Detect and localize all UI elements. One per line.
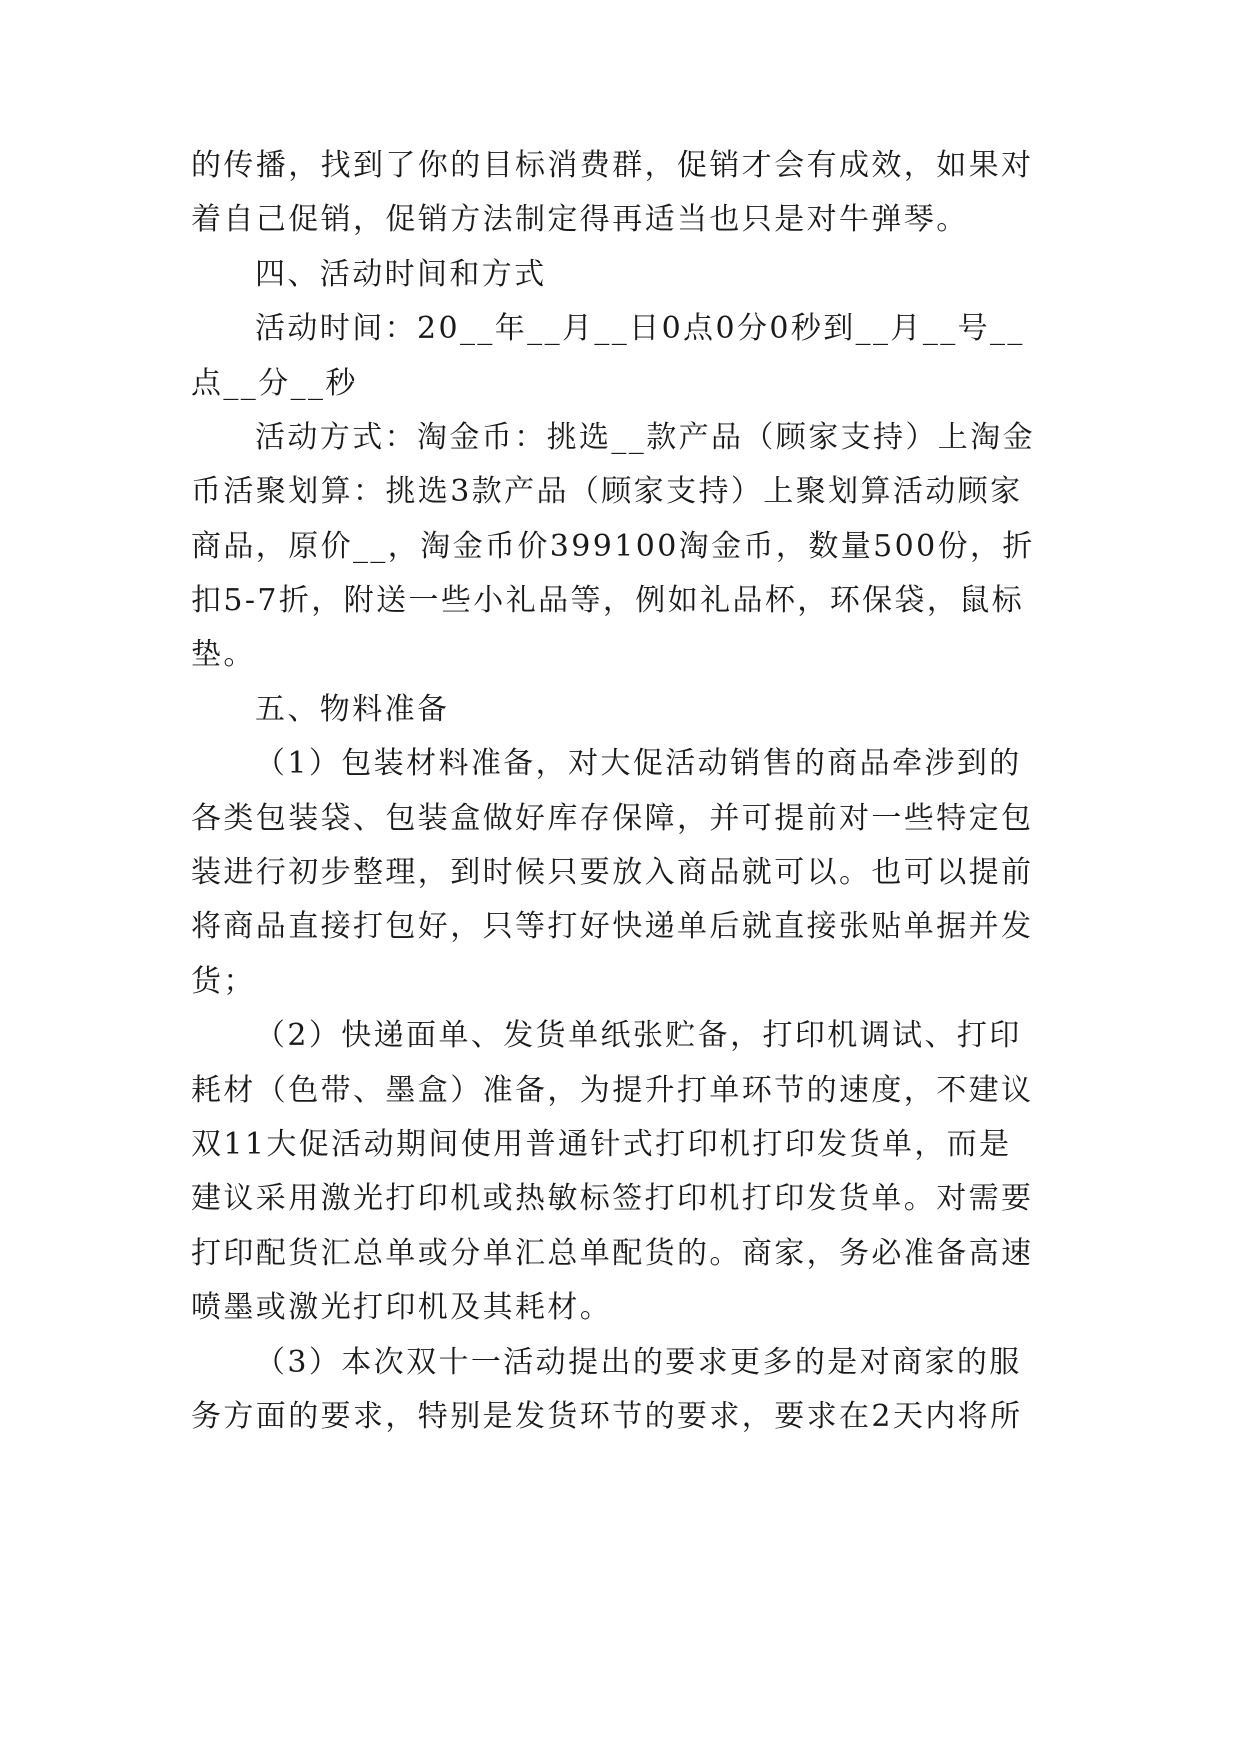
section-heading: 五、物料准备 [255,692,450,727]
text-line: 币活聚划算：挑选3款产品（顾家支持）上聚划算活动顾家 [191,474,1023,509]
text-line: 将商品直接打包好，只等打好快递单后就直接张贴单据并发 [191,909,1034,944]
text-line: 的传播，找到了你的目标消费群，促销才会有成效，如果对 [191,148,1034,183]
text-line: 活动方式：淘金币：挑选__款产品（顾家支持）上淘金 [255,420,1035,455]
text-line: 建议采用激光打印机或热敏标签打印机打印发货单。对需要 [191,1181,1034,1216]
text-line: 点__分__秒 [191,366,358,401]
text-line: （2）快递面单、发货单纸张贮备，打印机调试、打印 [255,1018,1022,1053]
text-line: 货； [191,964,256,999]
text-line: 打印配货汇总单或分单汇总单配货的。商家，务必准备高速 [191,1236,1034,1271]
text-line: （3）本次双十一活动提出的要求更多的是对商家的服 [255,1345,1022,1380]
text-line: （1）包装材料准备，对大促活动销售的商品牵涉到的 [255,746,1022,781]
text-line: 耗材（色带、墨盒）准备，为提升打单环节的速度，不建议 [191,1073,1034,1108]
text-line: 着自己促销，促销方法制定得再适当也只是对牛弹琴。 [191,202,969,237]
text-line: 垫。 [191,637,256,672]
text-line: 装进行初步整理，到时候只要放入商品就可以。也可以提前 [191,855,1034,890]
text-line: 务方面的要求，特别是发货环节的要求，要求在2天内将所 [191,1399,1023,1434]
text-line: 扣5-7折，附送一些小礼品等，例如礼品杯，环保袋，鼠标 [191,583,1025,618]
section-heading: 四、活动时间和方式 [255,257,547,292]
text-line: 商品，原价__，淘金币价399100淘金币，数量500份，折 [191,529,1035,564]
text-line: 喷墨或激光打印机及其耗材。 [191,1290,613,1325]
text-line: 各类包装袋、包装盒做好库存保障，并可提前对一些特定包 [191,801,1034,836]
text-line: 活动时间：20__年__月__日0点0分0秒到__月__号__ [255,311,1025,346]
text-line: 双11大促活动期间使用普通针式打印机打印发货单，而是 [191,1127,1012,1162]
